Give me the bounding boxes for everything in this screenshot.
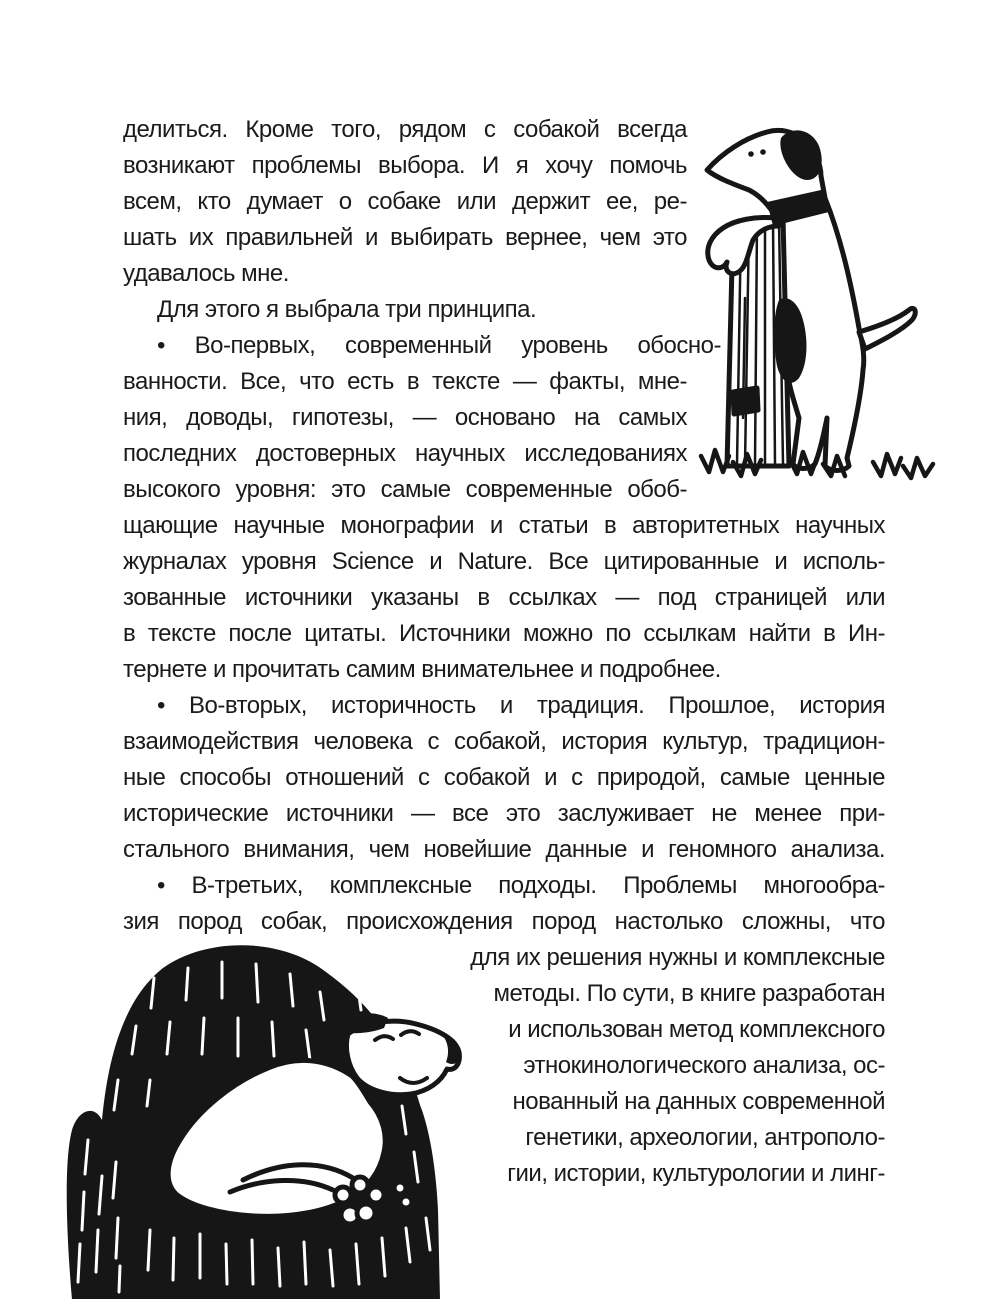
text-line: методы. По сути, в книге разработан [493, 980, 885, 1007]
text-line: генетики, археологии, антрополо- [525, 1124, 885, 1151]
standing-dog-illustration [693, 118, 983, 498]
text-line: • Во-вторых, историчность и традиция. Прошлое, история [157, 692, 885, 719]
wrapped-text [425, 940, 885, 1192]
text-line: тернете и прочитать самим внимательнее и подробнее. [123, 656, 721, 683]
collar-dot [403, 1199, 410, 1206]
dog-tail [859, 308, 915, 349]
text-line: взаимодействия человека с собакой, история культур, традицион- [123, 728, 885, 755]
text-line: в тексте после цитаты. Источники можно по ссылкам найти в Ин- [123, 620, 885, 647]
text-line: последних достоверных научных исследованиях [123, 440, 687, 467]
text-line: ния, доводы, гипотезы, — основано на самых [123, 404, 687, 431]
text-line: шать их правильней и выбирать вернее, чем это [123, 224, 687, 251]
text-line: журналах уровня Science и Nature. Все цитированные и исполь- [123, 548, 885, 575]
dog-toe [357, 1204, 375, 1222]
text-line: стального внимания, чем новейшие данные и геномного анализа. [123, 836, 885, 863]
text-line: высокого уровня: это самые современные обоб- [123, 476, 687, 503]
dog-eye [760, 149, 766, 155]
text-line: Для этого я выбрала три принципа. [157, 296, 537, 323]
text-line: гии, истории, культурологии и линг- [507, 1160, 885, 1187]
dog-toe [335, 1187, 351, 1203]
dog-toe [368, 1187, 384, 1203]
armchair-dog-illustration [58, 930, 463, 1299]
text-line: • Во-первых, современный уровень обосно- [157, 332, 721, 359]
text-line: нованный на данных современной [512, 1088, 885, 1115]
text-line: зованные источники указаны в ссылках — под страницей или [123, 584, 885, 611]
text-line: ванности. Все, что есть в тексте — факты, мне- [123, 368, 687, 395]
text-line: возникают проблемы выбора. И я хочу помочь [123, 152, 687, 179]
text-line: • В-третьих, комплексные подходы. Проблемы многообра- [157, 872, 885, 899]
collar-dot [397, 1185, 404, 1192]
text-line: и использован метод комплексного [508, 1016, 885, 1043]
armchair-dog-svg [58, 930, 463, 1299]
text-line: ные способы отношений с собакой и с природой, самые ценные [123, 764, 885, 791]
text-line: исторические источники — все это заслуживает не менее при- [123, 800, 885, 827]
text-line: удавалось мне. [123, 260, 289, 287]
text-line: всем, кто думает о собаке или держит ее, ре- [123, 188, 687, 215]
dog-eye [748, 151, 754, 157]
text-line: зия пород собак, происхождения пород настолько сложны, что [123, 908, 885, 935]
text-line: для их решения нужны и комплексные [470, 944, 885, 971]
post-band [733, 388, 758, 414]
dog-toe [352, 1177, 368, 1193]
standing-dog-svg [693, 118, 983, 498]
text-line: делиться. Кроме того, рядом с собакой всегда [123, 116, 687, 143]
text-line: этнокинологического анализа, ос- [523, 1052, 885, 1079]
text-line: щающие научные монографии и статьи в авторитетных научных [123, 512, 885, 539]
